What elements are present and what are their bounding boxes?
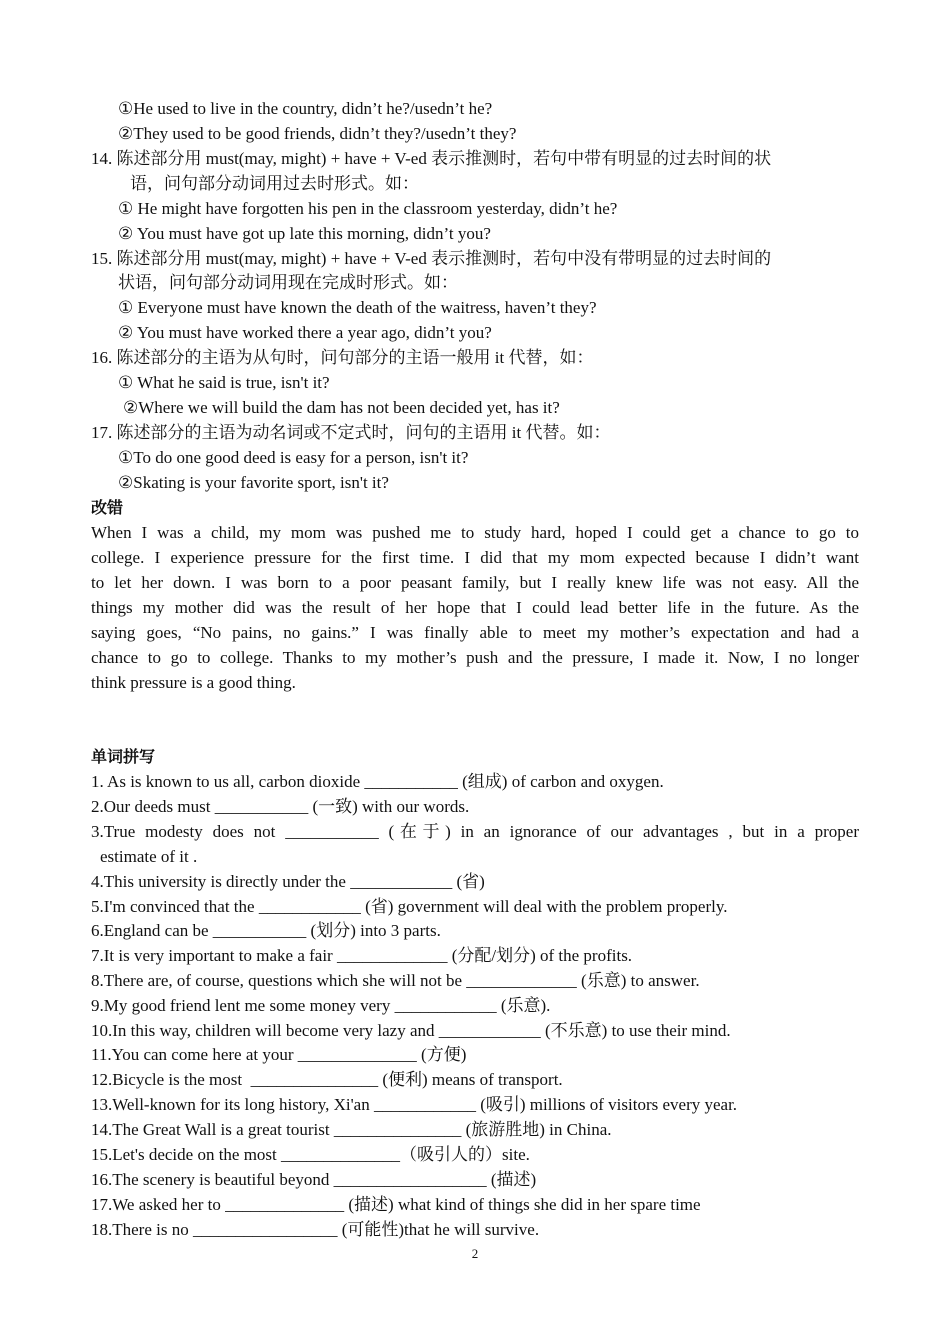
spelling-heading: 单词拼写 (91, 747, 156, 766)
correction-line: to let her down. I was born to a poor peasant family, but I really knew life was not easy. All the (91, 573, 859, 592)
spelling-item: 2.Our deeds must ___________ (一致) with our words. (91, 797, 470, 816)
spelling-item: 13.Well-known for its long history, Xi'an ____________ (吸引) millions of visitors every year. (91, 1095, 738, 1114)
spelling-item: 17.We asked her to ______________ (描述) what kind of things she did in her spare time (91, 1195, 701, 1214)
correction-line: college. I experience pressure for the first time. I did that my mom expected because I didn’t want (91, 548, 859, 567)
correction-line: saying goes, “No pains, no gains.” I was finally able to meet my mother’s expectation and had a (91, 623, 859, 642)
example-13-1: ①He used to live in the country, didn’t he?/usedn’t he? (118, 99, 493, 118)
rule-15-line-1: 15. 陈述部分用 must(may, might) + have + V-ed 表示推测时，若句中没有带明显的过去时间的 (91, 249, 772, 268)
example-13-2: ②They used to be good friends, didn’t they?/usedn’t they? (118, 124, 517, 143)
correction-line: chance to go to college. Thanks to my mother’s push and the pressure, I made it. Now, I no longer (91, 648, 859, 667)
spelling-item: 14.The Great Wall is a great tourist _______________ (旅游胜地) in China. (91, 1120, 612, 1139)
spelling-item: 5.I'm convinced that the ____________ (省) government will deal with the problem properly. (91, 897, 728, 916)
example-17-2: ②Skating is your favorite sport, isn't it? (118, 473, 389, 492)
rule-14-line-1: 14. 陈述部分用 must(may, might) + have + V-ed 表示推测时，若句中带有明显的过去时间的状 (91, 149, 772, 168)
spelling-item: 10.In this way, children will become very lazy and ____________ (不乐意) to use their mind. (91, 1021, 731, 1040)
rule-14-line-2: 语，问句部分动词用过去时形式。如： (130, 174, 419, 193)
example-14-2: ② You must have got up late this morning, didn’t you? (118, 224, 491, 243)
spelling-item: 6.England can be ___________ (划分) into 3 parts. (91, 921, 441, 940)
spelling-item: 3.True modesty does not ___________ (在于) in an ignorance of our advantages , but in a proper (91, 822, 859, 841)
example-17-1: ①To do one good deed is easy for a person, isn't it? (118, 448, 469, 467)
correction-line: things my mother did was the result of her hope that I could lead better life in the future. As the (91, 598, 859, 617)
example-15-1: ① Everyone must have known the death of the waitress, haven’t they? (118, 298, 597, 317)
rule-17: 17. 陈述部分的主语为动名词或不定式时，问句的主语用 it 代替。如： (91, 423, 611, 442)
spelling-item: 11.You can come here at your ______________ (方便) (91, 1045, 467, 1064)
rule-16: 16. 陈述部分的主语为从句时，问句部分的主语一般用 it 代替，如： (91, 348, 594, 367)
spelling-item-continued: estimate of it . (100, 847, 198, 866)
spelling-item: 15.Let's decide on the most ______________（吸引人的）site. (91, 1145, 530, 1164)
example-16-2: ②Where we will build the dam has not been decided yet, has it? (123, 398, 560, 417)
rule-15-line-2: 状语，问句部分动词用现在完成时形式。如： (118, 273, 458, 292)
spelling-item: 4.This university is directly under the ____________ (省) (91, 872, 485, 891)
spelling-item: 7.It is very important to make a fair _____________ (分配/划分) of the profits. (91, 946, 633, 965)
correction-line: When I was a child, my mom was pushed me to study hard, hoped I could get a chance to go to (91, 523, 859, 542)
example-15-2: ② You must have worked there a year ago, didn’t you? (118, 323, 492, 342)
page-number: 2 (471, 1246, 479, 1261)
spelling-item: 12.Bicycle is the most _______________ (便利) means of transport. (91, 1070, 563, 1089)
spelling-item: 16.The scenery is beautiful beyond __________________ (描述) (91, 1170, 537, 1189)
correction-heading: 改错 (91, 498, 124, 517)
spelling-item: 18.There is no _________________ (可能性)that he will survive. (91, 1220, 540, 1239)
correction-line: think pressure is a good thing. (91, 673, 296, 692)
spelling-item: 9.My good friend lent me some money very ____________ (乐意). (91, 996, 551, 1015)
example-14-1: ① He might have forgotten his pen in the classroom yesterday, didn’t he? (118, 199, 618, 218)
spelling-item: 1. As is known to us all, carbon dioxide ___________ (组成) of carbon and oxygen. (91, 772, 664, 791)
spelling-item: 8.There are, of course, questions which she will not be _____________ (乐意) to answer. (91, 971, 700, 990)
example-16-1: ① What he said is true, isn't it? (118, 373, 330, 392)
